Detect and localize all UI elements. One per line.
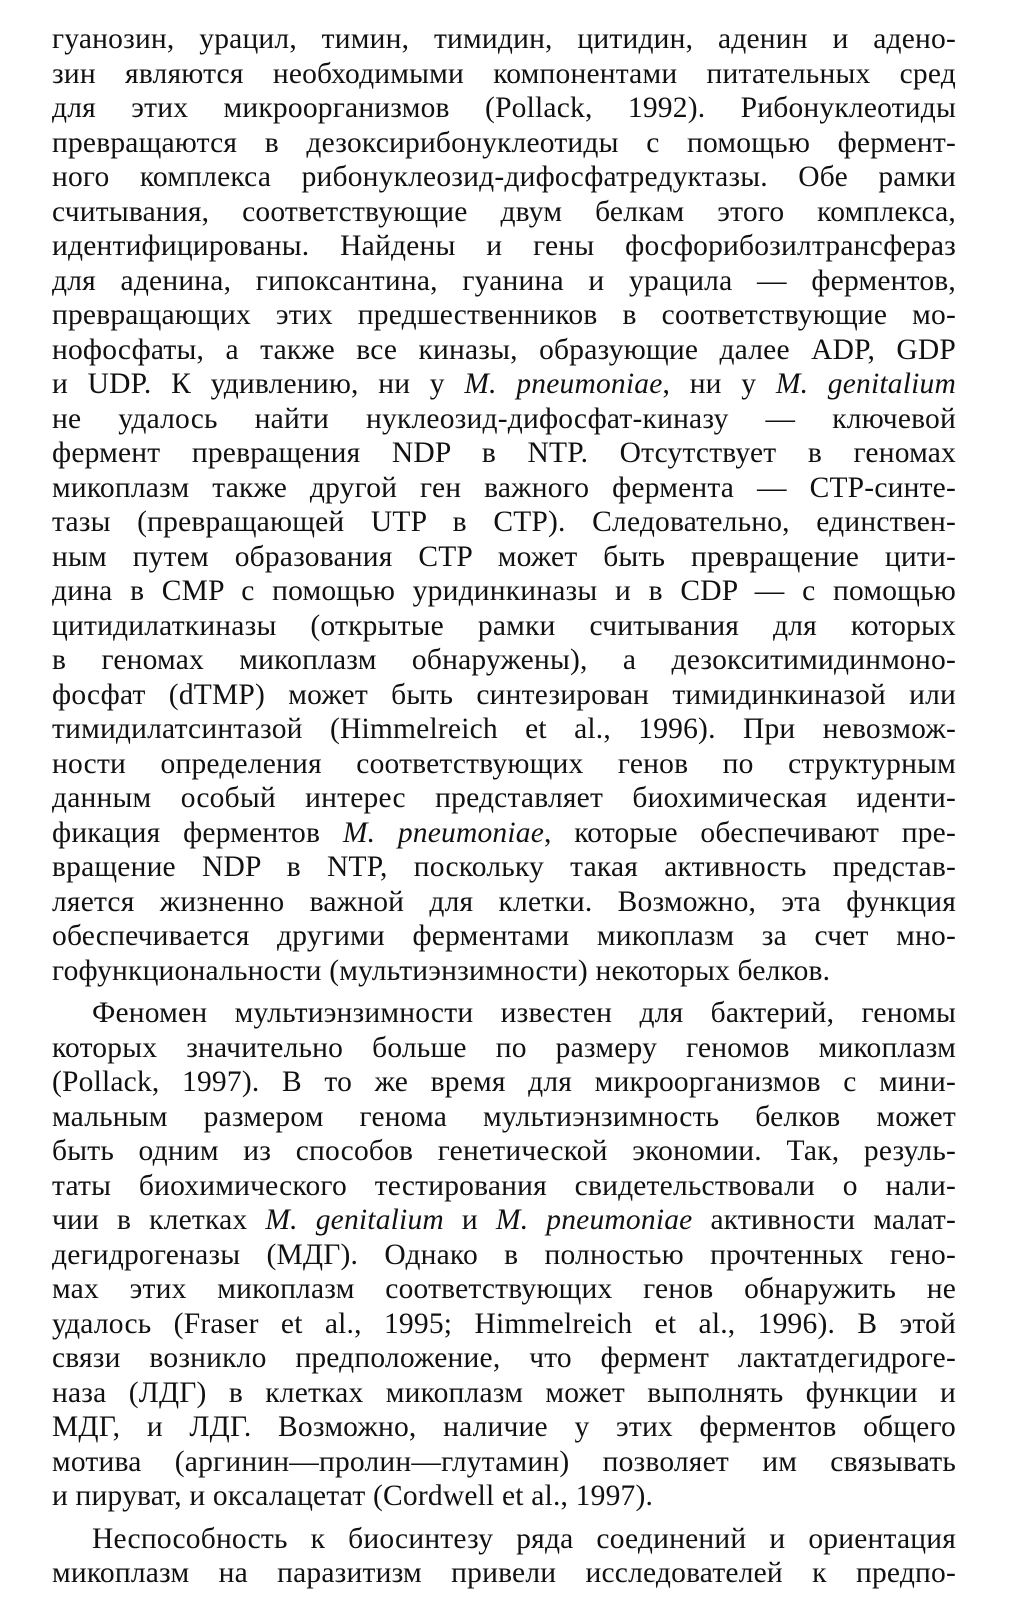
text-line: нофосфаты, а также все киназы, образующие далее ADP, GDP bbox=[52, 333, 956, 366]
text-line: не удалось найти нуклеозид-дифосфат-киназу — ключевой bbox=[52, 402, 956, 435]
text-line: удалось (Fraser et al., 1995; Himmelreich et al., 1996). В этой bbox=[52, 1307, 956, 1340]
page-text-body bbox=[52, 22, 956, 1591]
text-line: превращаются в дезоксирибонуклеотиды с помощью фермент- bbox=[52, 126, 956, 159]
text-line: и UDP. К удивлению, ни у M. pneumoniae, ни у M. genitalium bbox=[52, 368, 956, 400]
text-line: фосфат (dTMP) может быть синтезирован тимидинкиназой или bbox=[52, 678, 956, 711]
text-line: ного комплекса рибонуклеозид-дифосфатредуктазы. Обе рамки bbox=[52, 161, 956, 193]
text-line: зин являются необходимыми компонентами питательных сред bbox=[52, 57, 956, 90]
text-line: наза (ЛДГ) в клетках микоплазм может выполнять функции и bbox=[52, 1376, 956, 1409]
text-line: микоплазм также другой ген важного фермента — CTP-синте- bbox=[52, 471, 956, 504]
text-line: ляется жизненно важной для клетки. Возможно, эта функция bbox=[52, 885, 956, 918]
text-line: данным особый интерес представляет биохимическая иденти- bbox=[52, 782, 956, 814]
text-line: которых значительно больше по размеру геномов микоплазм bbox=[52, 1031, 956, 1064]
text-line: Феномен мультиэнзимности известен для бактерий, геномы bbox=[92, 997, 956, 1029]
text-line: и пируват, и оксалацетат (Cordwell et al., 1997). bbox=[52, 1480, 654, 1512]
text-line: обеспечивается другими ферментами микоплазм за счет мно- bbox=[52, 920, 956, 952]
text-line: мах этих микоплазм соответствующих генов обнаружить не bbox=[52, 1273, 956, 1305]
text-line: фермент превращения NDP в NTP. Отсутствует в геномах bbox=[52, 437, 956, 469]
text-line: (Pollack, 1997). В то же время для микроорганизмов с мини- bbox=[52, 1066, 956, 1098]
text-line: тимидилатсинтазой (Himmelreich et al., 1996). При невозмож- bbox=[52, 713, 956, 745]
text-line: мотива (аргинин—пролин—глутамин) позволяет им связывать bbox=[52, 1445, 956, 1478]
species-name: M. pneumoniae bbox=[464, 368, 663, 400]
text-line: идентифицированы. Найдены и гены фосфорибозилтрансфераз bbox=[52, 230, 956, 262]
text-line: в геномах микоплазм обнаружены), а дезокситимидинмоно- bbox=[52, 644, 956, 676]
text-line: мальным размером генома мультиэнзимность белков может bbox=[52, 1100, 956, 1133]
species-name: M. pneumoniae bbox=[342, 816, 545, 849]
text-line: чии в клетках M. genitalium и M. pneumoniae активности малат- bbox=[52, 1204, 956, 1236]
species-name: M. genitalium bbox=[775, 368, 956, 400]
species-name: M. genitalium bbox=[265, 1204, 444, 1236]
text-line: цитидилаткиназы (открытые рамки считывания для которых bbox=[52, 609, 956, 642]
text-line: вращение NDP в NTP, поскольку такая активность представ- bbox=[52, 851, 956, 883]
text-line: для этих микроорганизмов (Pollack, 1992). Рибонуклеотиды bbox=[52, 92, 956, 124]
text-line: фикация ферментов M. pneumoniae, которые обеспечивают пре- bbox=[52, 816, 956, 849]
text-line: тазы (превращающей UTP в CTP). Следовательно, единствен- bbox=[52, 506, 956, 538]
text-line: дина в CMP с помощью уридинкиназы и в CDP — с помощью bbox=[52, 575, 956, 607]
text-line: таты биохимического тестирования свидетельствовали о нали- bbox=[52, 1169, 956, 1202]
text-line: считывания, соответствующие двум белкам этого комплекса, bbox=[52, 195, 956, 228]
text-line: ным путем образования CTP может быть превращение цити- bbox=[52, 540, 956, 573]
text-line: превращающих этих предшественников в соответствующие мо- bbox=[52, 299, 956, 331]
species-name: M. pneumoniae bbox=[495, 1204, 693, 1236]
text-line: связи возникло предположение, что фермент лактатдегидроге- bbox=[52, 1342, 956, 1374]
text-line: быть одним из способов генетической экономии. Так, резуль- bbox=[52, 1135, 956, 1167]
text-line: Неспособность к биосинтезу ряда соединений и ориентация bbox=[92, 1522, 956, 1555]
text-line: для аденина, гипоксантина, гуанина и урацила — ферментов, bbox=[52, 264, 956, 297]
text-line: гофункциональности (мультиэнзимности) некоторых белков. bbox=[52, 954, 831, 987]
text-line: микоплазм на паразитизм привели исследователей к предпо- bbox=[52, 1557, 956, 1589]
text-line: дегидрогеназы (МДГ). Однако в полностью прочтенных гено- bbox=[52, 1238, 956, 1271]
text-line: гуанозин, урацил, тимин, тимидин, цитидин, аденин и адено- bbox=[52, 23, 956, 55]
text-line: МДГ, и ЛДГ. Возможно, наличие у этих ферментов общего bbox=[52, 1411, 956, 1443]
text-line: ности определения соответствующих генов по структурным bbox=[52, 747, 956, 780]
